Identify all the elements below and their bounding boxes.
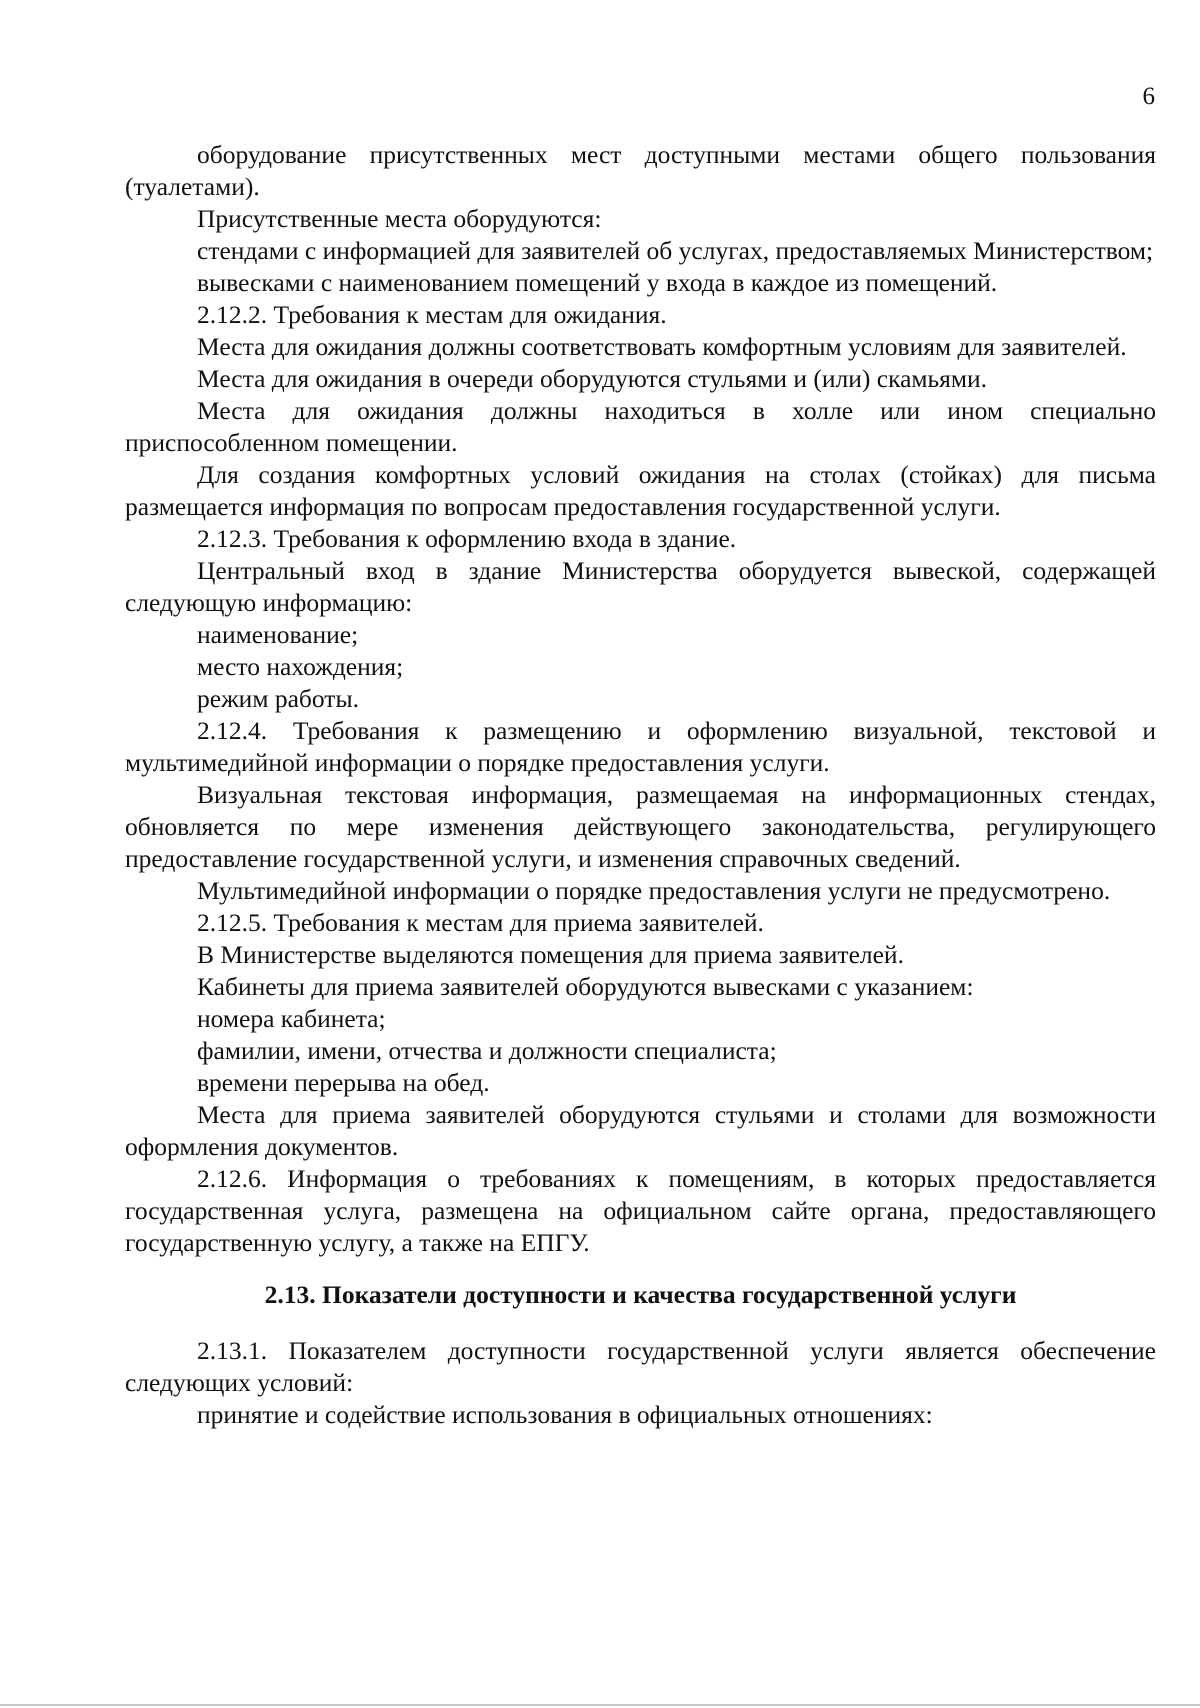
paragraph: принятие и содействие использования в официальных отношениях: [197,1400,933,1429]
scan-edge-line [0,1704,1200,1706]
paragraph: Визуальная текстовая информация, размещаемая на информационных стендах, обновляется по мере изменения действующего законодательства, регулирующего предоставление государственной услуги, и изменения справочных сведений. [125,780,1156,873]
paragraph: Присутственные места оборудуются: [197,204,602,233]
document-body [125,139,1156,1431]
paragraph: 2.12.2. Требования к местам для ожидания. [197,300,667,329]
list-item: фамилии, имени, отчества и должности специалиста; [197,1036,777,1065]
paragraph: Для создания комфортных условий ожидания на столах (стойках) для письма размещается информация по вопросам предоставления государственной услуги. [125,460,1156,521]
paragraph: 2.12.6. Информация о требованиях к помещениям, в которых предоставляется государственная услуга, размещена на официальном сайте органа, предоставляющего государственную услугу, а также на ЕПГУ. [125,1164,1156,1257]
paragraph: 2.12.5. Требования к местам для приема заявителей. [197,908,764,937]
list-item: номера кабинета; [197,1004,386,1033]
section-heading: 2.13. Показатели доступности и качества государственной услуги [264,1280,1017,1309]
paragraph: Места для ожидания должны находиться в холле или ином специально приспособленном помещении. [125,396,1156,457]
paragraph: В Министерстве выделяются помещения для приема заявителей. [197,940,904,969]
paragraph: стендами с информацией для заявителей об услугах, предоставляемых Министерством; [197,236,1154,265]
list-item: наименование; [197,620,359,649]
paragraph: Центральный вход в здание Министерства оборудуется вывеской, содержащей следующую информацию: [125,556,1156,617]
paragraph: Места для приема заявителей оборудуются стульями и столами для возможности оформления документов. [125,1100,1156,1161]
page-number: 6 [1142,83,1155,110]
paragraph: Места для ожидания в очереди оборудуются стульями и (или) скамьями. [197,364,988,393]
paragraph: вывесками с наименованием помещений у входа в каждое из помещений. [197,268,998,297]
list-item: времени перерыва на обед. [197,1068,490,1097]
paragraph: Мультимедийной информации о порядке предоставления услуги не предусмотрено. [197,876,1111,905]
paragraph: Места для ожидания должны соответствовать комфортным условиям для заявителей. [197,332,1127,361]
list-item: место нахождения; [197,652,404,681]
paragraph: 2.12.4. Требования к размещению и оформлению визуальной, текстовой и мультимедийной информации о порядке предоставления услуги. [125,716,1156,777]
list-item: режим работы. [197,684,359,713]
paragraph: 2.12.3. Требования к оформлению входа в здание. [197,524,737,553]
paragraph: Кабинеты для приема заявителей оборудуются вывесками с указанием: [197,972,974,1001]
paragraph: 2.13.1. Показателем доступности государственной услуги является обеспечение следующих условий: [125,1336,1156,1397]
paragraph: оборудование присутственных мест доступными местами общего пользования (туалетами). [125,140,1156,201]
